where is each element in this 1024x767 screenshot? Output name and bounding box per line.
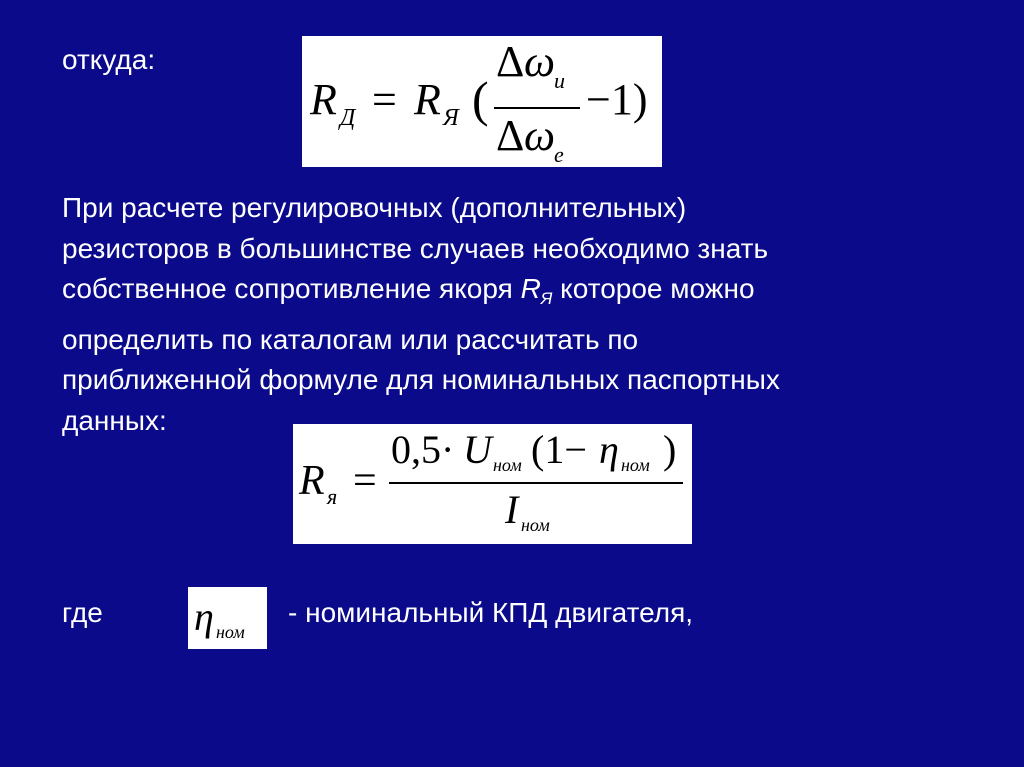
ra-symbol: R: [520, 273, 541, 304]
formula1-num-omega: ω: [524, 37, 556, 86]
formula3-eta-sub: ном: [216, 622, 245, 642]
paragraph-line-5: приближенной формуле для номинальных паспортных: [62, 364, 780, 395]
ra-symbol-sub: Я: [540, 289, 553, 308]
formula2-den-i: I: [505, 487, 519, 532]
formula1-den-delta: Δ: [496, 111, 525, 160]
formula1-eq: =: [372, 75, 397, 124]
formula1-lhs: R: [310, 75, 337, 124]
formula2-fraction-bar: [389, 482, 683, 484]
formula2-lhs: R: [299, 458, 325, 504]
paragraph-line-3-tail: которое можно: [552, 273, 755, 304]
paragraph-line-2: резисторов в большинстве случаев необходимо знать: [62, 232, 769, 264]
paragraph-line-1: При расчете регулировочных (дополнительных): [62, 192, 687, 223]
formula2-num-u-sub: ном: [493, 455, 522, 475]
gde-label: где: [62, 597, 103, 628]
formula2-num-u: U: [463, 427, 492, 472]
formula1-num-delta: Δ: [496, 37, 525, 86]
formula1-r-sub: Я: [443, 105, 459, 131]
paragraph-line-4: определить по каталогам или рассчитать по: [62, 323, 639, 355]
formula1-fraction-bar: [494, 107, 580, 109]
formula1-num-sub: и: [554, 68, 565, 93]
paragraph-line-3-start: собственное сопротивление якоря: [62, 273, 521, 304]
formula1-den-omega: ω: [524, 111, 556, 160]
formula2-num-close: ): [663, 427, 677, 472]
formula2-num-a: 0,5·: [391, 427, 455, 472]
otkuda-label: откуда:: [62, 44, 156, 75]
formula1-lparen: (: [472, 71, 489, 127]
eta-definition: - номинальный КПД двигателя,: [288, 597, 694, 628]
formula2-lhs-sub: я: [327, 484, 338, 509]
formula2-den-sub: ном: [521, 515, 550, 535]
paragraph-line-6: данных:: [62, 404, 167, 436]
formula-ra: [293, 424, 692, 544]
formula1-den-sub: е: [554, 142, 564, 167]
formula-eta-nom: [188, 587, 267, 649]
formula1-minus-one: −1): [586, 75, 648, 124]
body-paragraph: [62, 188, 780, 441]
paragraph-line-3: [62, 269, 780, 320]
formula1-lhs-sub: Д: [340, 105, 356, 131]
formula2-num-paren: (1−: [531, 427, 587, 472]
formula2-eq: =: [353, 458, 377, 504]
formula2-num-eta-sub: ном: [621, 455, 650, 475]
formula2-num-eta: η: [599, 427, 619, 472]
formula1-r: R: [414, 75, 441, 124]
formula3-eta: η: [194, 594, 214, 639]
formula-rd: [302, 36, 662, 167]
